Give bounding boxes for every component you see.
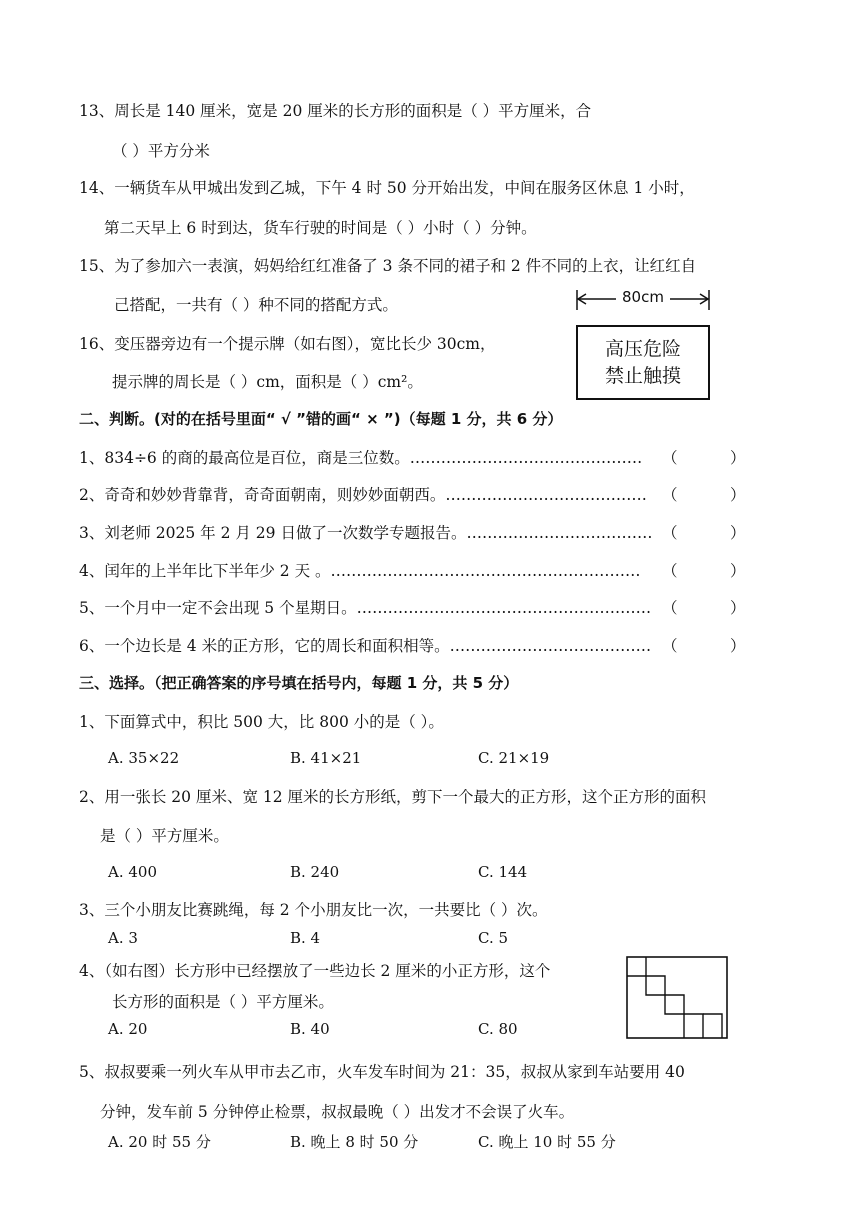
choice-5-option-c: C. 晚上 10 时 55 分 — [478, 1133, 616, 1151]
choice-question-4-line-2: 长方形的面积是（ ）平方厘米。 — [112, 993, 334, 1011]
choice-2-option-a: A. 400 — [108, 863, 157, 881]
choice-2-option-b: B. 240 — [290, 863, 340, 881]
judge-answer-close-3: ） — [730, 524, 746, 542]
judge-item-6: 6、一个边长是 4 米的正方形，它的周长和面积相等。………………………………… — [79, 637, 652, 655]
judge-answer-close-4: ） — [730, 562, 746, 580]
question-14-line-2: 第二天早上 6 时到达，货车行驶的时间是（ ）小时（ ）分钟。 — [104, 219, 537, 237]
choice-4-option-c: C. 80 — [478, 1020, 518, 1038]
squares-diagram-icon — [626, 956, 728, 1040]
sign-width-label: 80cm — [622, 288, 664, 306]
choice-4-option-a: A. 20 — [108, 1020, 148, 1038]
judge-answer-open-1: （ — [662, 449, 678, 467]
choice-question-3: 3、三个小朋友比赛跳绳，每 2 个小朋友比一次，一共要比（ ）次。 — [79, 901, 548, 919]
warning-sign-figure — [576, 325, 710, 400]
judge-answer-close-6: ） — [730, 637, 746, 655]
choice-3-option-a: A. 3 — [108, 929, 138, 947]
choice-1-option-b: B. 41×21 — [290, 749, 362, 767]
judge-item-3: 3、刘老师 2025 年 2 月 29 日做了一次数学专题报告。……………………………… — [79, 524, 653, 542]
section-3-heading: 三、选择。（把正确答案的序号填在括号内，每题 1 分，共 5 分） — [79, 674, 519, 692]
sign-text-line-1: 高压危险 — [604, 338, 681, 360]
judge-answer-close-2: ） — [730, 486, 746, 504]
judge-item-1: 1、834÷6 的商的最高位是百位，商是三位数。……………………………………… — [79, 449, 643, 467]
choice-1-option-a: A. 35×22 — [108, 749, 180, 767]
question-13-line-2: （ ）平方分米 — [112, 142, 210, 160]
choice-5-option-b: B. 晚上 8 时 50 分 — [290, 1133, 419, 1151]
choice-question-1: 1、下面算式中，积比 500 大，比 800 小的是（ ）。 — [79, 713, 444, 731]
judge-item-2: 2、奇奇和妙妙背靠背，奇奇面朝南，则妙妙面朝西。………………………………… — [79, 486, 647, 504]
choice-2-option-c: C. 144 — [478, 863, 528, 881]
choice-1-option-c: C. 21×19 — [478, 749, 550, 767]
choice-4-option-b: B. 40 — [290, 1020, 330, 1038]
question-16-line-2: 提示牌的周长是（ ）cm，面积是（ ）cm²。 — [112, 373, 423, 391]
rectangle-squares-figure — [626, 956, 728, 1044]
judge-answer-open-2: （ — [662, 486, 678, 504]
choice-3-option-c: C. 5 — [478, 929, 509, 947]
judge-item-4: 4、闰年的上半年比下半年少 2 天 。…………………………………………………… — [79, 562, 641, 580]
judge-answer-close-5: ） — [730, 599, 746, 617]
choice-question-5-line-2: 分钟，发车前 5 分钟停止检票，叔叔最晚（ ）出发才不会误了火车。 — [100, 1103, 575, 1121]
choice-3-option-b: B. 4 — [290, 929, 321, 947]
choice-question-5-line-1: 5、叔叔要乘一列火车从甲市去乙市，火车发车时间为 21：35，叔叔从家到车站要用 40 — [79, 1063, 685, 1081]
section-2-heading: 二、判断。(对的在括号里面“ √ ”错的画“ × ”)（每题 1 分，共 6 分） — [79, 410, 563, 428]
judge-answer-open-4: （ — [662, 562, 678, 580]
judge-answer-open-5: （ — [662, 599, 678, 617]
question-14-line-1: 14、一辆货车从甲城出发到乙城，下午 4 时 50 分开始出发，中间在服务区休息 1 小时， — [79, 179, 695, 197]
choice-question-2-line-2: 是（ ）平方厘米。 — [100, 827, 229, 845]
sign-text-line-2: 禁止触摸 — [604, 365, 681, 387]
judge-answer-open-6: （ — [662, 637, 678, 655]
choice-question-2-line-1: 2、用一张长 20 厘米、宽 12 厘米的长方形纸，剪下一个最大的正方形，这个正方形的面积 — [79, 788, 707, 806]
sign-width-dimension — [576, 286, 710, 312]
judge-item-5: 5、一个月中一定不会出现 5 个星期日。………………………………………………… — [79, 599, 652, 617]
choice-5-option-a: A. 20 时 55 分 — [108, 1133, 211, 1151]
judge-answer-open-3: （ — [662, 524, 678, 542]
question-13-line-1: 13、周长是 140 厘米，宽是 20 厘米的长方形的面积是（ ）平方厘米，合 — [79, 102, 592, 120]
question-15-line-1: 15、为了参加六一表演，妈妈给红红准备了 3 条不同的裙子和 2 件不同的上衣，让红红自 — [79, 257, 697, 275]
judge-answer-close-1: ） — [730, 449, 746, 467]
choice-question-4-line-1: 4、（如右图）长方形中已经摆放了一些边长 2 厘米的小正方形，这个 — [79, 962, 551, 980]
question-15-line-2: 己搭配，一共有（ ）种不同的搭配方式。 — [114, 296, 398, 314]
question-16-line-1: 16、变压器旁边有一个提示牌（如右图），宽比长少 30cm， — [79, 335, 496, 353]
